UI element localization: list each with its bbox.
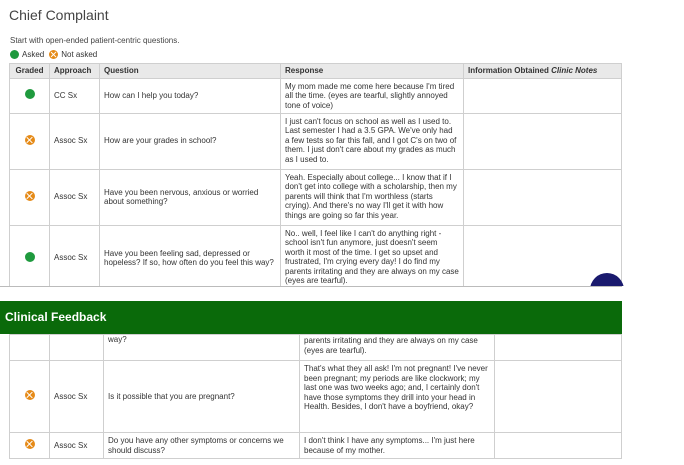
question-cell: Is it possible that you are pregnant? <box>104 361 300 433</box>
legend-not-asked-label: Not asked <box>61 50 98 59</box>
table-row <box>10 169 622 225</box>
page-subtitle: Start with open-ended patient-centric questions. <box>10 36 180 45</box>
question-cell: How can I help you today? <box>100 78 281 113</box>
response-cell: That's what they all ask! I'm not pregnant! I've never been pregnant; my periods are like clockwork; my last one was two weeks ago; and, I certainly don't have those symptoms they drill into your head in Health. Besides, I don't have a boyfriend, okay? <box>300 361 495 433</box>
header-info-label: Information Obtained <box>468 66 549 75</box>
graded-cell <box>10 225 50 286</box>
question-cell: Have you been nervous, anxious or worried about something? <box>100 169 281 225</box>
info-cell[interactable] <box>495 361 622 433</box>
asked-icon <box>25 252 35 262</box>
header-response: Response <box>281 64 464 79</box>
table-row <box>10 78 622 113</box>
asked-icon <box>25 89 35 99</box>
info-cell[interactable] <box>495 433 622 459</box>
approach-cell: Assoc Sx <box>50 225 100 286</box>
response-cell: Yeah. Especially about college... I know that if I don't get into college with a scholarship, then my parents will think that I'm worthless (starts crying). And there's no way I'll get it with how things are going so far this year. <box>281 169 464 225</box>
graded-cell <box>10 78 50 113</box>
approach-cell: CC Sx <box>50 78 100 113</box>
question-cell: Do you have any other symptoms or concerns we should discuss? <box>104 433 300 459</box>
response-cell: My mom made me come here because I'm tired all the time. (eyes are tearful, slightly annoyed tone of voice) <box>281 78 464 113</box>
not-asked-icon <box>25 390 35 400</box>
question-cell: Have you been feeling sad, depressed or hopeless? If so, how often do you feel this way? <box>100 225 281 286</box>
approach-cell: Assoc Sx <box>50 433 104 459</box>
table-row <box>10 113 622 169</box>
not-asked-icon <box>25 439 35 449</box>
not-asked-icon <box>25 135 35 145</box>
header-question: Question <box>100 64 281 79</box>
graded-cell <box>10 433 50 459</box>
response-cell: I don't think I have any symptoms... I'm just here because of my mother. <box>300 433 495 459</box>
info-cell[interactable] <box>464 113 622 169</box>
approach-cell <box>50 335 104 361</box>
header-graded: Graded <box>10 64 50 79</box>
approach-cell: Assoc Sx <box>50 169 100 225</box>
asked-icon <box>10 50 19 59</box>
table-row <box>10 433 622 459</box>
graded-cell <box>10 361 50 433</box>
header-info-italic: Clinic Notes <box>551 66 598 75</box>
table-row <box>10 361 622 433</box>
questions-table <box>9 63 622 286</box>
response-cell: No.. well, I feel like I can't do anything right - school isn't fun anymore, just doesn't seem worth it most of the time. I get so upset and frustrated, I'm crying every day! I do find my parents irritating and they are always on my case (eyes are tearful). <box>281 225 464 286</box>
not-asked-icon <box>25 191 35 201</box>
not-asked-icon <box>49 50 58 59</box>
info-cell[interactable] <box>464 169 622 225</box>
info-cell[interactable] <box>495 335 622 361</box>
approach-cell: Assoc Sx <box>50 113 100 169</box>
graded-cell <box>10 113 50 169</box>
question-cell: How are your grades in school? <box>100 113 281 169</box>
section-divider <box>0 286 622 301</box>
graded-cell <box>10 169 50 225</box>
legend-asked-label: Asked <box>22 50 45 59</box>
feedback-table <box>9 334 622 459</box>
header-approach: Approach <box>50 64 100 79</box>
graded-cell <box>10 335 50 361</box>
info-cell[interactable] <box>464 78 622 113</box>
legend <box>10 50 102 59</box>
response-cell: parents irritating and they are always on my case (eyes are tearful). <box>300 335 495 361</box>
page-title: Chief Complaint <box>9 7 109 23</box>
response-cell: I just can't focus on school as well as I used to. Last semester I had a 3.5 GPA. We've only had a few tests so far this fall, and I got C's on two of them. I just don't care about my grades as much as I used to. <box>281 113 464 169</box>
table-header-row <box>10 64 622 79</box>
clinical-feedback-banner: Clinical Feedback <box>0 301 622 334</box>
question-cell: way? <box>104 335 300 361</box>
table-row <box>10 225 622 286</box>
header-info <box>464 64 622 79</box>
table-row <box>10 335 622 361</box>
approach-cell: Assoc Sx <box>50 361 104 433</box>
